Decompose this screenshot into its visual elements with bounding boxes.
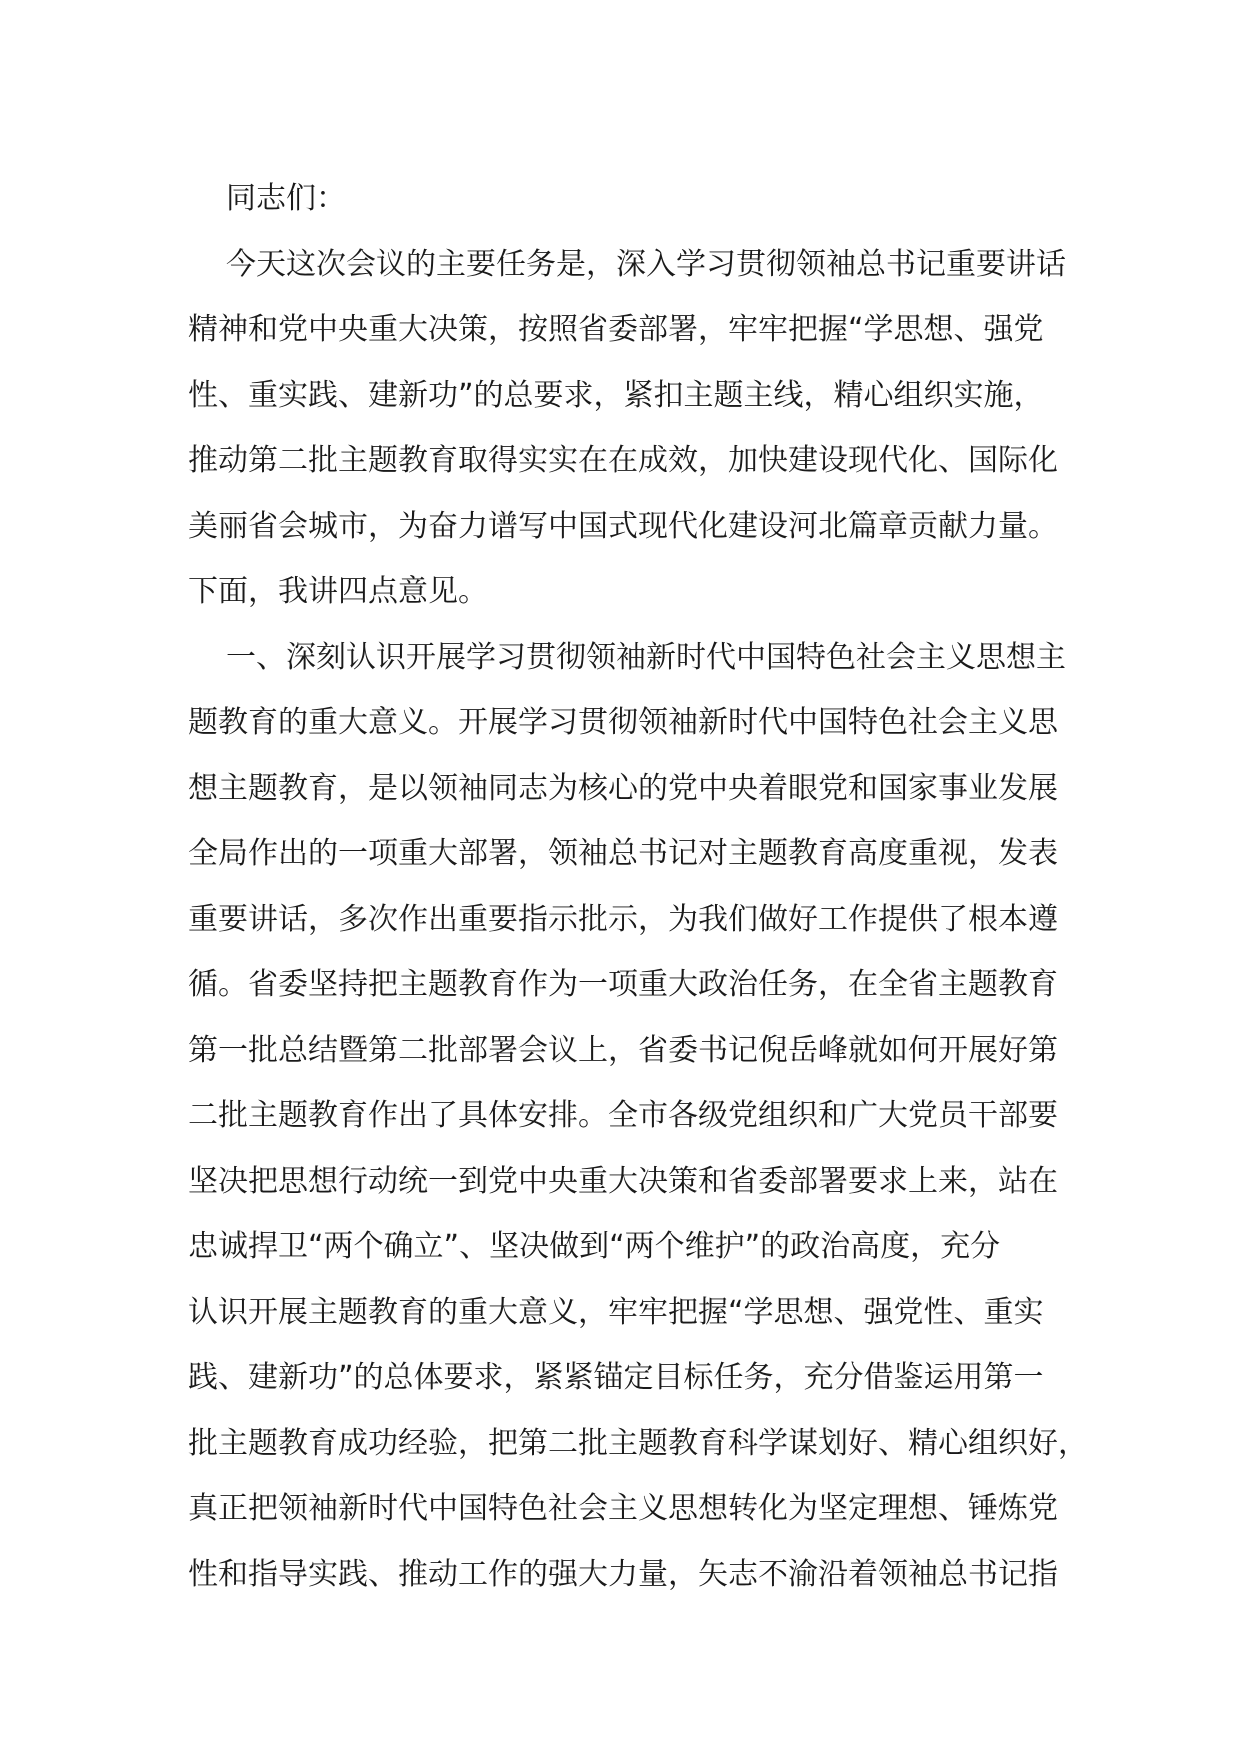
speech-text: [188, 166, 1088, 1607]
salutation-line: 同志们：: [226, 181, 346, 216]
paragraph-1-line-2: 精神和党中央重大决策，按照省委部署，牢牢把握“学思想、强党: [188, 312, 1044, 347]
paragraph-1-line-3: 性、重实践、建新功”的总要求，紧扣主题主线，精心组织实施，: [188, 377, 1044, 413]
section-1-line-12: 践、建新功”的总体要求，紧紧锚定目标任务，充分借鉴运用第一: [188, 1360, 1044, 1395]
section-1-line-1: 一、深刻认识开展学习贯彻领袖新时代中国特色社会主义思想主: [226, 639, 1066, 675]
section-1-line-11: 认识开展主题教育的重大意义，牢牢把握“学思想、强党性、重实: [188, 1294, 1044, 1330]
paragraph-1-line-1: 今天这次会议的主要任务是，深入学习贯彻领袖总书记重要讲话: [226, 246, 1066, 282]
section-1-line-5: 重要讲话，多次作出重要指示批示，为我们做好工作提供了根本遵: [188, 901, 1058, 937]
paragraph-1-line-5: 美丽省会城市，为奋力谱写中国式现代化建设河北篇章贡献力量。: [188, 508, 1058, 544]
section-1-line-4: 全局作出的一项重大部署，领袖总书记对主题教育高度重视，发表: [188, 836, 1058, 871]
section-1-line-14: 真正把领袖新时代中国特色社会主义思想转化为坚定理想、锤炼党: [188, 1491, 1058, 1526]
section-1-line-6: 循。省委坚持把主题教育作为一项重大政治任务，在全省主题教育: [188, 967, 1058, 1002]
section-1-line-3: 想主题教育，是以领袖同志为核心的党中央着眼党和国家事业发展: [188, 770, 1058, 806]
section-1-line-9: 坚决把思想行动统一到党中央重大决策和省委部署要求上来，站在: [188, 1163, 1058, 1199]
section-1-line-10: 忠诚捍卫“两个确立”、坚决做到“两个维护”的政治高度，充分: [188, 1229, 1001, 1264]
paragraph-1-line-6: 下面，我讲四点意见。: [188, 574, 488, 609]
section-1-line-2: 题教育的重大意义。开展学习贯彻领袖新时代中国特色社会主义思: [188, 705, 1058, 740]
section-1-line-15: 性和指导实践、推动工作的强大力量，矢志不渝沿着领袖总书记指: [188, 1556, 1058, 1592]
section-1-line-8: 二批主题教育作出了具体安排。全市各级党组织和广大党员干部要: [188, 1098, 1058, 1133]
section-1-line-7: 第一批总结暨第二批部署会议上，省委书记倪岳峰就如何开展好第: [188, 1032, 1058, 1068]
paragraph-1-line-4: 推动第二批主题教育取得实实在在成效，加快建设现代化、国际化: [188, 443, 1058, 478]
section-1-line-13: 批主题教育成功经验，把第二批主题教育科学谋划好、精心组织好，: [188, 1425, 1088, 1461]
